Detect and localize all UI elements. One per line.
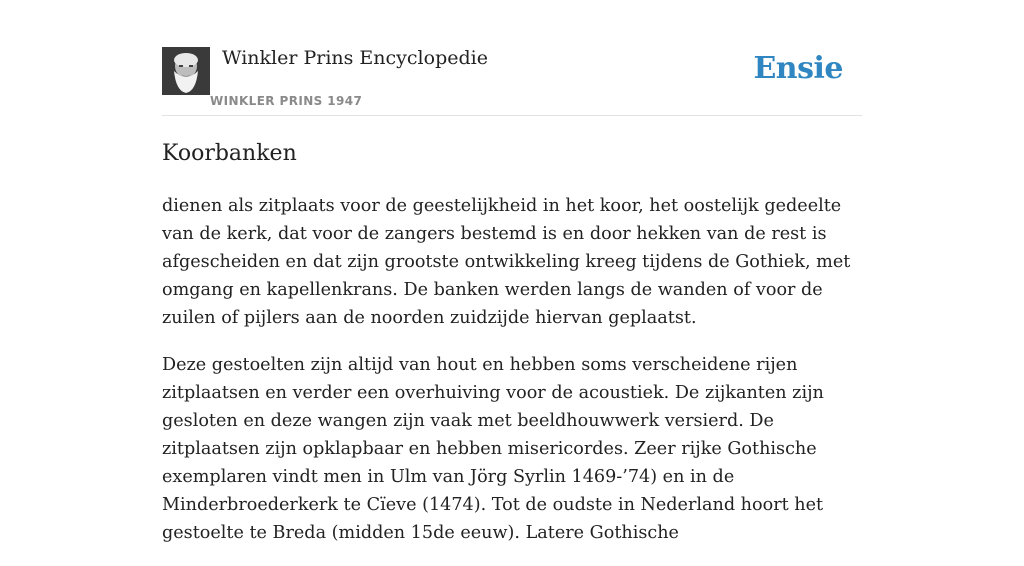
article-body [162, 192, 862, 566]
paragraph: dienen als zitplaats voor de geestelijkheid in het koor, het oostelijk gedeelte van de kerk, dat voor de zangers bestemd is en door hekken van de rest is afgescheiden en dat zijn grootste ontwikkeling kreeg tijdens de Gothiek, met omgang en kapellenkrans. De banken werden langs de wanden of voor de zuilen of pijlers aan de noorden zuidzijde hiervan geplaatst. [162, 196, 851, 328]
brand-logo[interactable]: Ensie [753, 51, 843, 86]
avatar[interactable] [162, 47, 210, 95]
bearded-man-portrait-icon [162, 47, 210, 95]
page-title: Koorbanken [162, 141, 297, 166]
paragraph: Deze gestoelten zijn altijd van hout en hebben soms verscheidene rijen zitplaatsen en verder een overhuiving voor de acoustiek. De zijkanten zijn gesloten en deze wangen zijn vaak met beeldhouwwerk versierd. De zitplaatsen zijn opklapbaar en hebben misericordes. Zeer rijke Gothische exemplaren vindt men in Ulm van Jörg Syrlin 1469-’74) en in de Minderbroederkerk te Cïeve (1474). Tot de oudste in Nederland hoort het gestoelte te Breda (midden 15de eeuw). Latere Gothische [162, 355, 824, 543]
content-container [162, 0, 862, 543]
site-subtitle: WINKLER PRINS 1947 [210, 94, 363, 108]
site-header [162, 0, 862, 116]
site-title[interactable]: Winkler Prins Encyclopedie [222, 47, 488, 69]
